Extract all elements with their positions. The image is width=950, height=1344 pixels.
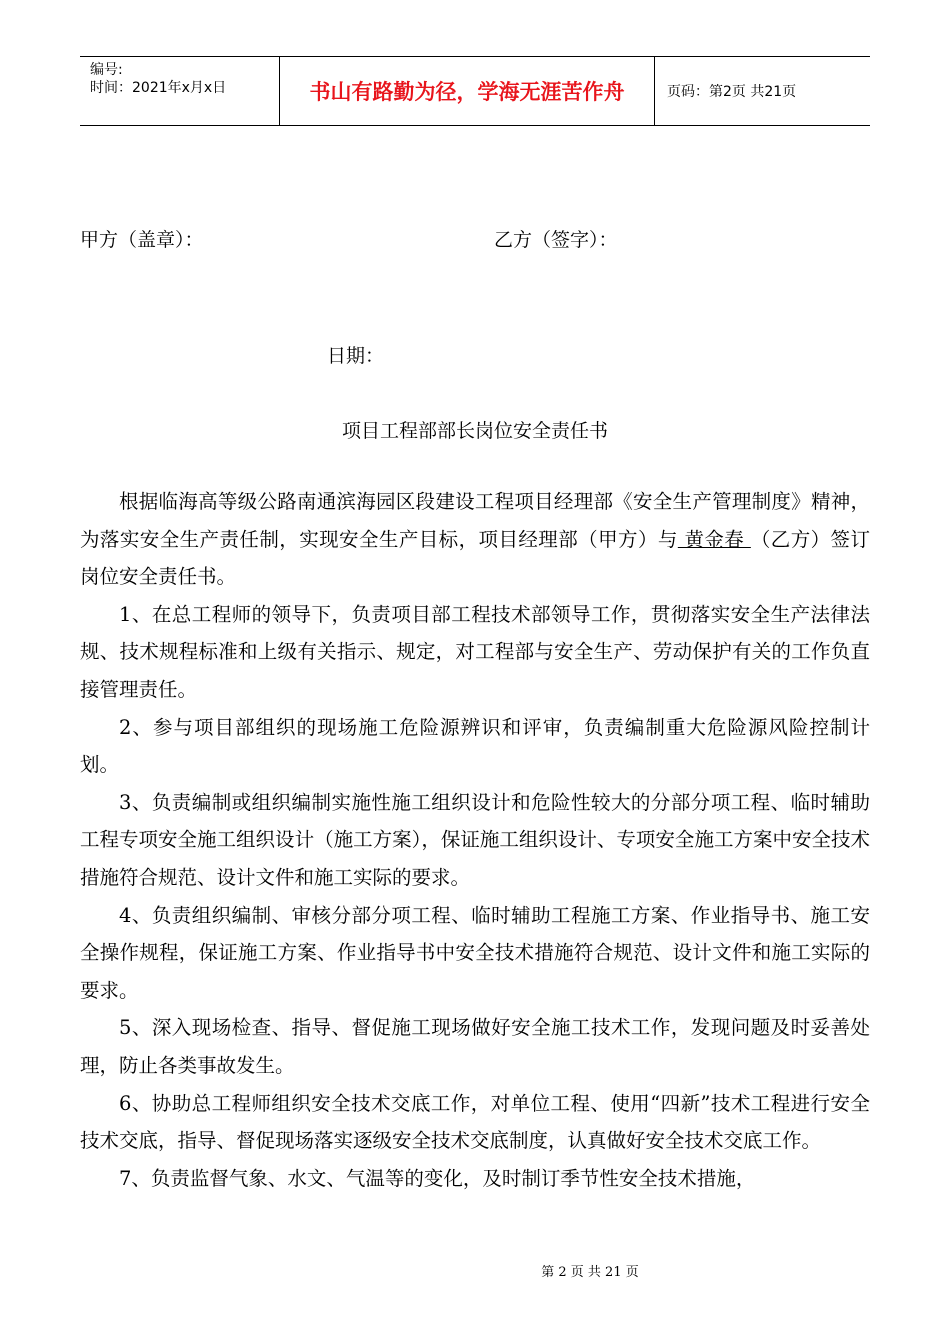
date-label: 日期： (327, 345, 385, 367)
clause-6: 6、协助总工程师组织安全技术交底工作，对单位工程、使用“四新”技术工程进行安全技术交底，指导、督促现场落实逐级安全技术交底制度，认真做好安全技术交底工作。 (80, 1091, 870, 1153)
page-header (80, 56, 870, 126)
clause-3: 3、负责编制或组织编制实施性施工组织设计和危险性较大的分部分项工程、临时辅助工程专项安全施工组织设计（施工方案），保证施工组织设计、专项安全施工方案中安全技术措施符合规范、设计文件和施工实际的要求。 (80, 790, 870, 889)
clause-4: 4、负责组织编制、审核分部分项工程、临时辅助工程施工方案、作业指导书、施工安全操作规程，保证施工方案、作业指导书中安全技术措施符合规范、设计文件和施工实际的要求。 (80, 903, 870, 1002)
clause-2: 2、参与项目部组织的现场施工危险源辨识和评审，负责编制重大危险源风险控制计划。 (80, 715, 870, 777)
document-time-label: 时间：2021年x月x日 (90, 80, 227, 96)
header-motto: 书山有路勤为径，学海无涯苦作舟 (280, 57, 655, 125)
clause-5: 5、深入现场检查、指导、督促施工现场做好安全施工技术工作，发现问题及时妥善处理，防止各类事故发生。 (80, 1016, 870, 1077)
document-body (80, 483, 870, 1197)
clause-7: 7、负责监督气象、水文、气温等的变化，及时制订季节性安全技术措施， (119, 1166, 756, 1190)
header-meta (80, 57, 280, 125)
party-b-signature: 乙方（签字）： (494, 229, 618, 251)
page-footer: 第 2 页 共 21 页 (541, 1265, 639, 1280)
document-number-label: 编号: (90, 62, 123, 78)
party-b-name: 黄金春 (677, 527, 751, 551)
intro-text-after: （乙方）签订岗位安全责任书。 (80, 527, 870, 589)
intro-paragraph (80, 483, 870, 596)
document-title: 项目工程部部长岗位安全责任书 (341, 420, 608, 442)
intro-text-before: 根据临海高等级公路南通滨海园区段建设工程项目经理部《安全生产管理制度》精神，为落实安全生产责任制，实现安全生产目标，项目经理部（甲方）与 (80, 490, 870, 551)
clause-1: 1、在总工程师的领导下，负责项目部工程技术部领导工作，贯彻落实安全生产法律法规、技术规程标准和上级有关指示、规定，对工程部与安全生产、劳动保护有关的工作负直接管理责任。 (80, 602, 870, 701)
header-page-label: 页码：第2页 共21页 (667, 84, 797, 100)
party-a-signature: 甲方（盖章）： (80, 229, 204, 251)
